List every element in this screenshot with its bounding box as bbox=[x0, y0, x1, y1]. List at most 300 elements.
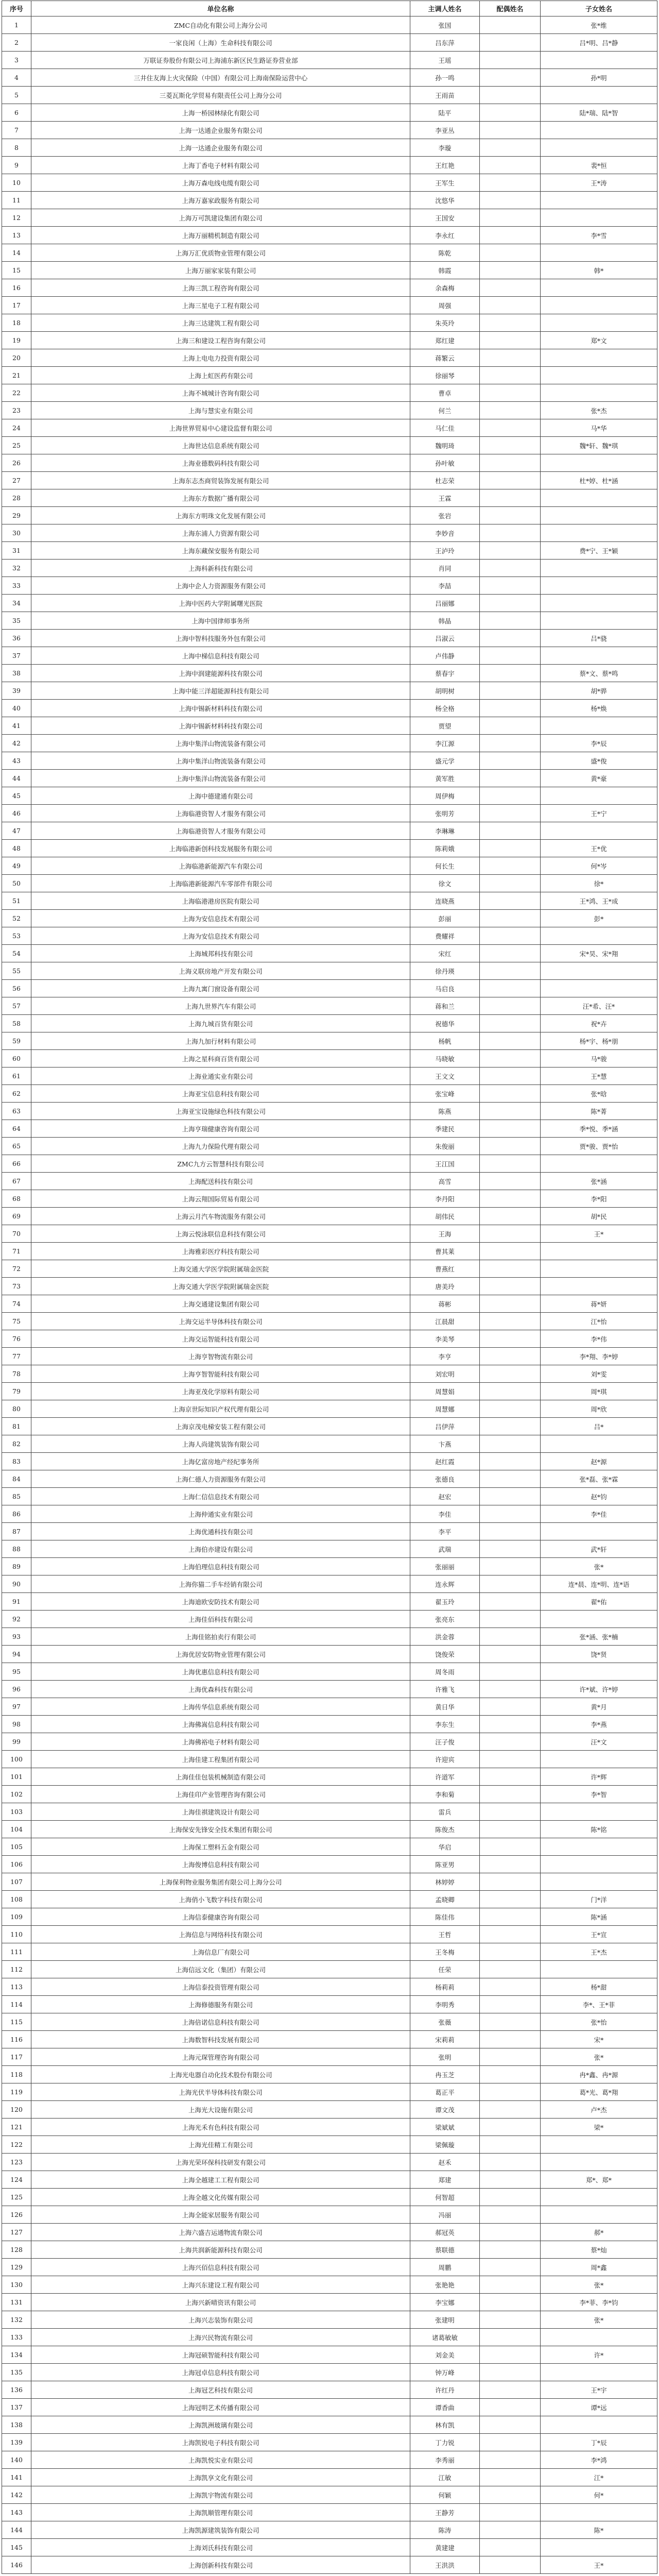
cell-spouse bbox=[480, 2416, 541, 2434]
cell-kids: 饶*贤 bbox=[541, 1646, 657, 1663]
table-row bbox=[2, 805, 657, 822]
table-row bbox=[2, 2311, 657, 2329]
cell-kids: 丁*辰 bbox=[541, 2434, 657, 2451]
cell-kids: 江* bbox=[541, 2469, 657, 2486]
cell-unit: 上海义联房地产开发有限公司 bbox=[31, 962, 410, 980]
cell-resp: 张薇 bbox=[410, 2013, 480, 2031]
cell-spouse bbox=[480, 454, 541, 472]
cell-spouse bbox=[480, 279, 541, 297]
cell-resp: 张宝峰 bbox=[410, 1085, 480, 1103]
cell-resp: 陆平 bbox=[410, 104, 480, 122]
cell-kids: 韩* bbox=[541, 262, 657, 279]
cell-no: 123 bbox=[2, 2154, 31, 2171]
cell-no: 49 bbox=[2, 857, 31, 875]
cell-kids: 郝* bbox=[541, 2224, 657, 2241]
table-row bbox=[2, 1821, 657, 1838]
cell-resp: 蔡联德 bbox=[410, 2241, 480, 2259]
table-row bbox=[2, 560, 657, 577]
cell-unit: 上海凯宇物流有限公司 bbox=[31, 2486, 410, 2504]
table-row bbox=[2, 489, 657, 507]
cell-no: 29 bbox=[2, 507, 31, 524]
cell-unit: 上海丁香电子材料有限公司 bbox=[31, 157, 410, 174]
cell-resp: 李妙音 bbox=[410, 524, 480, 542]
table-row bbox=[2, 1330, 657, 1348]
cell-kids bbox=[541, 2416, 657, 2434]
cell-resp: 陈佳伟 bbox=[410, 1908, 480, 1926]
cell-kids: 谭*远 bbox=[541, 2399, 657, 2416]
cell-no: 125 bbox=[2, 2189, 31, 2206]
cell-no: 127 bbox=[2, 2224, 31, 2241]
cell-resp: 徐丽琴 bbox=[410, 367, 480, 384]
cell-kids bbox=[541, 2206, 657, 2224]
cell-resp: 冯丽 bbox=[410, 2206, 480, 2224]
table-row bbox=[2, 2048, 657, 2066]
table-row bbox=[2, 1558, 657, 1575]
cell-spouse bbox=[480, 1838, 541, 1856]
cell-spouse bbox=[480, 2521, 541, 2539]
cell-kids bbox=[541, 647, 657, 665]
table-row bbox=[2, 1365, 657, 1383]
cell-resp: 王雨苗 bbox=[410, 87, 480, 104]
cell-resp: 胡明树 bbox=[410, 682, 480, 700]
cell-spouse bbox=[480, 1173, 541, 1190]
cell-resp: 李明秀 bbox=[410, 1996, 480, 2013]
table-row bbox=[2, 1278, 657, 1295]
cell-no: 107 bbox=[2, 1873, 31, 1891]
cell-unit: 上海城邦科技有限公司 bbox=[31, 945, 410, 962]
cell-kids bbox=[541, 2504, 657, 2521]
cell-kids: 张*维 bbox=[541, 16, 657, 34]
cell-unit: 上海中医药大学附属曙光医院 bbox=[31, 595, 410, 612]
cell-spouse bbox=[480, 1470, 541, 1488]
cell-spouse bbox=[480, 1943, 541, 1961]
cell-no: 93 bbox=[2, 1628, 31, 1646]
cell-resp: 郝冠英 bbox=[410, 2224, 480, 2241]
cell-kids bbox=[541, 595, 657, 612]
cell-no: 62 bbox=[2, 1085, 31, 1103]
cell-no: 74 bbox=[2, 1295, 31, 1313]
table-row bbox=[2, 927, 657, 945]
cell-unit: 上海凯顺管理有限公司 bbox=[31, 2504, 410, 2521]
cell-kids bbox=[541, 1873, 657, 1891]
cell-spouse bbox=[480, 927, 541, 945]
cell-spouse bbox=[480, 402, 541, 419]
cell-kids bbox=[541, 524, 657, 542]
cell-no: 111 bbox=[2, 1943, 31, 1961]
cell-unit: 上海中集洋山物流装备有限公司 bbox=[31, 735, 410, 752]
cell-spouse bbox=[480, 1786, 541, 1803]
cell-no: 145 bbox=[2, 2539, 31, 2556]
cell-kids bbox=[541, 1961, 657, 1978]
cell-spouse bbox=[480, 1593, 541, 1611]
cell-resp: 李平 bbox=[410, 1523, 480, 1540]
cell-kids: 王* bbox=[541, 2556, 657, 2574]
cell-no: 104 bbox=[2, 1821, 31, 1838]
cell-resp: 杨莉莉 bbox=[410, 1978, 480, 1996]
cell-spouse bbox=[480, 962, 541, 980]
table-row bbox=[2, 279, 657, 297]
cell-kids: 张*涵、张*楠 bbox=[541, 1628, 657, 1646]
cell-resp: 张明芳 bbox=[410, 805, 480, 822]
cell-kids: 杨*焕 bbox=[541, 700, 657, 717]
cell-spouse bbox=[480, 1103, 541, 1120]
cell-unit: 上海兴新晴资讯有限公司 bbox=[31, 2294, 410, 2311]
cell-unit: 上海上电电力投资有限公司 bbox=[31, 349, 410, 367]
cell-no: 132 bbox=[2, 2311, 31, 2329]
cell-spouse bbox=[480, 2364, 541, 2381]
table-row bbox=[2, 1173, 657, 1190]
cell-kids: 杨*甜 bbox=[541, 1978, 657, 1996]
cell-spouse bbox=[480, 87, 541, 104]
cell-no: 84 bbox=[2, 1470, 31, 1488]
cell-kids: 武*轩 bbox=[541, 1540, 657, 1558]
cell-no: 65 bbox=[2, 1138, 31, 1155]
cell-kids bbox=[541, 787, 657, 805]
cell-unit: 上海九世界汽车有限公司 bbox=[31, 997, 410, 1015]
cell-kids: 王*慧 bbox=[541, 1067, 657, 1085]
table-row bbox=[2, 770, 657, 787]
cell-spouse bbox=[480, 2276, 541, 2294]
cell-spouse bbox=[480, 1523, 541, 1540]
table-row bbox=[2, 1978, 657, 1996]
cell-unit: 上海你猫二手车经销有限公司 bbox=[31, 1575, 410, 1593]
cell-resp: 王军生 bbox=[410, 174, 480, 192]
cell-unit: 上海万嘉家政服务有限公司 bbox=[31, 192, 410, 209]
cell-kids bbox=[541, 454, 657, 472]
cell-spouse bbox=[480, 1435, 541, 1453]
cell-spouse bbox=[480, 507, 541, 524]
cell-spouse bbox=[480, 700, 541, 717]
table-row bbox=[2, 1295, 657, 1313]
cell-kids bbox=[541, 1751, 657, 1768]
table-row bbox=[2, 419, 657, 437]
cell-kids bbox=[541, 507, 657, 524]
cell-spouse bbox=[480, 665, 541, 682]
table-row bbox=[2, 367, 657, 384]
cell-unit: 上海凯洲玻璃有限公司 bbox=[31, 2416, 410, 2434]
cell-no: 106 bbox=[2, 1856, 31, 1873]
cell-kids bbox=[541, 244, 657, 262]
cell-no: 36 bbox=[2, 630, 31, 647]
cell-unit: 上海九寓门窗设备有限公司 bbox=[31, 980, 410, 997]
cell-kids: 马*华 bbox=[541, 419, 657, 437]
cell-spouse bbox=[480, 2083, 541, 2101]
cell-resp: 李秀丽 bbox=[410, 2451, 480, 2469]
cell-resp: 陈亚男 bbox=[410, 1856, 480, 1873]
cell-resp: 武瑞 bbox=[410, 1540, 480, 1558]
cell-kids: 徐* bbox=[541, 875, 657, 892]
cell-resp: 陈莉娥 bbox=[410, 840, 480, 857]
table-row bbox=[2, 1453, 657, 1470]
cell-resp: 黄军胜 bbox=[410, 770, 480, 787]
cell-resp: 王海 bbox=[410, 1225, 480, 1243]
cell-unit: 上海光电器自动化技术股份有限公司 bbox=[31, 2066, 410, 2083]
cell-no: 56 bbox=[2, 980, 31, 997]
cell-spouse bbox=[480, 1348, 541, 1365]
cell-unit: 上海中能三洋超能源科技有限公司 bbox=[31, 682, 410, 700]
cell-no: 7 bbox=[2, 122, 31, 139]
cell-resp: 张亮东 bbox=[410, 1611, 480, 1628]
cell-unit: 上海一桥园林绿化有限公司 bbox=[31, 104, 410, 122]
cell-spouse bbox=[480, 489, 541, 507]
cell-no: 37 bbox=[2, 647, 31, 665]
table-body bbox=[2, 16, 657, 2574]
cell-resp: 洪金蓉 bbox=[410, 1628, 480, 1646]
cell-kids: 李*菲、李*钧 bbox=[541, 2294, 657, 2311]
cell-no: 118 bbox=[2, 2066, 31, 2083]
cell-unit: 上海修德服务有限公司 bbox=[31, 1996, 410, 2013]
cell-spouse bbox=[480, 1260, 541, 1278]
cell-resp: 马启良 bbox=[410, 980, 480, 997]
cell-spouse bbox=[480, 419, 541, 437]
table-row bbox=[2, 1873, 657, 1891]
cell-unit: 上海伯理信息科技有限公司 bbox=[31, 1558, 410, 1575]
table-row bbox=[2, 1032, 657, 1050]
cell-spouse bbox=[480, 1698, 541, 1716]
cell-resp: 曹其莱 bbox=[410, 1243, 480, 1260]
cell-spouse bbox=[480, 1050, 541, 1067]
table-row bbox=[2, 1120, 657, 1138]
cell-no: 128 bbox=[2, 2241, 31, 2259]
cell-spouse bbox=[480, 1681, 541, 1698]
cell-unit: 上海佳佳包装机械制造有限公司 bbox=[31, 1768, 410, 1786]
cell-unit: 上海九力保险代理有限公司 bbox=[31, 1138, 410, 1155]
cell-resp: 周鹏 bbox=[410, 2259, 480, 2276]
cell-spouse bbox=[480, 2399, 541, 2416]
cell-spouse bbox=[480, 1996, 541, 2013]
cell-unit: 上海佳铭拍卖行有限公司 bbox=[31, 1628, 410, 1646]
cell-unit: 上海为安信息技术有限公司 bbox=[31, 927, 410, 945]
table-row bbox=[2, 1348, 657, 1365]
cell-no: 135 bbox=[2, 2364, 31, 2381]
table-row bbox=[2, 735, 657, 752]
cell-no: 144 bbox=[2, 2521, 31, 2539]
table-row bbox=[2, 2206, 657, 2224]
cell-resp: 孙叶敏 bbox=[410, 454, 480, 472]
cell-unit: 上海世达信息系统有限公司 bbox=[31, 437, 410, 454]
cell-unit: 上海交通大学医学院附属瑞金医院 bbox=[31, 1260, 410, 1278]
cell-no: 51 bbox=[2, 892, 31, 910]
cell-kids: 张*杰 bbox=[541, 402, 657, 419]
table-row bbox=[2, 840, 657, 857]
cell-resp: 雷兵 bbox=[410, 1803, 480, 1821]
cell-no: 130 bbox=[2, 2276, 31, 2294]
cell-unit: 上海凯享文化有限公司 bbox=[31, 2469, 410, 2486]
table-row bbox=[2, 2259, 657, 2276]
cell-resp: 吕丽娜 bbox=[410, 595, 480, 612]
cell-kids: 黄*月 bbox=[541, 1698, 657, 1716]
cell-kids bbox=[541, 2364, 657, 2381]
cell-kids: 许*辉 bbox=[541, 1768, 657, 1786]
table-row bbox=[2, 1803, 657, 1821]
cell-resp: 李丹阳 bbox=[410, 1190, 480, 1208]
cell-kids bbox=[541, 2329, 657, 2346]
cell-kids: 季*悦、季*涵 bbox=[541, 1120, 657, 1138]
cell-no: 19 bbox=[2, 332, 31, 349]
cell-unit: 上海俊博信息科技有限公司 bbox=[31, 1856, 410, 1873]
cell-no: 58 bbox=[2, 1015, 31, 1032]
cell-resp: 郑建 bbox=[410, 2171, 480, 2189]
cell-unit: 上海配送科技有限公司 bbox=[31, 1173, 410, 1190]
cell-unit: 上海传华信息系统有限公司 bbox=[31, 1698, 410, 1716]
cell-no: 79 bbox=[2, 1383, 31, 1400]
table-row bbox=[2, 980, 657, 997]
cell-kids bbox=[541, 927, 657, 945]
cell-resp: 谭香曲 bbox=[410, 2399, 480, 2416]
cell-resp: 李美琴 bbox=[410, 1330, 480, 1348]
cell-unit: 上海人尚建筑装饰有限公司 bbox=[31, 1435, 410, 1453]
cell-no: 32 bbox=[2, 560, 31, 577]
cell-unit: 上海保安先锋安全技术集团有限公司 bbox=[31, 1821, 410, 1838]
cell-spouse bbox=[480, 2311, 541, 2329]
cell-resp: 江敏 bbox=[410, 2469, 480, 2486]
cell-no: 136 bbox=[2, 2381, 31, 2399]
table-row bbox=[2, 1523, 657, 1540]
cell-resp: 张岩 bbox=[410, 507, 480, 524]
table-row bbox=[2, 682, 657, 700]
cell-kids bbox=[541, 1435, 657, 1453]
cell-no: 2 bbox=[2, 34, 31, 52]
cell-kids: 王*涛 bbox=[541, 174, 657, 192]
cell-kids bbox=[541, 577, 657, 595]
cell-no: 121 bbox=[2, 2119, 31, 2136]
cell-resp: 连晓燕 bbox=[410, 892, 480, 910]
cell-no: 27 bbox=[2, 472, 31, 489]
cell-no: 1 bbox=[2, 16, 31, 34]
cell-kids: 王*宣 bbox=[541, 1926, 657, 1943]
cell-spouse bbox=[480, 717, 541, 735]
cell-spouse bbox=[480, 875, 541, 892]
cell-spouse bbox=[480, 1085, 541, 1103]
cell-no: 47 bbox=[2, 822, 31, 840]
cell-kids bbox=[541, 2136, 657, 2154]
cell-spouse bbox=[480, 1926, 541, 1943]
cell-kids: 杜*婷、杜*涵 bbox=[541, 472, 657, 489]
table-row bbox=[2, 822, 657, 840]
table-row bbox=[2, 630, 657, 647]
cell-spouse bbox=[480, 1733, 541, 1751]
cell-kids bbox=[541, 612, 657, 630]
cell-spouse bbox=[480, 1208, 541, 1225]
cell-no: 138 bbox=[2, 2416, 31, 2434]
cell-kids bbox=[541, 1243, 657, 1260]
cell-no: 46 bbox=[2, 805, 31, 822]
cell-unit: 上海信泰健康咨询有限公司 bbox=[31, 1908, 410, 1926]
cell-spouse bbox=[480, 840, 541, 857]
table-row bbox=[2, 1575, 657, 1593]
cell-resp: 周慧娟 bbox=[410, 1383, 480, 1400]
cell-resp: 李璇 bbox=[410, 139, 480, 157]
cell-no: 142 bbox=[2, 2486, 31, 2504]
cell-unit: 上海京世际知识产权代理有限公司 bbox=[31, 1400, 410, 1418]
table-row bbox=[2, 139, 657, 157]
cell-no: 90 bbox=[2, 1575, 31, 1593]
cell-kids: 周*琪 bbox=[541, 1383, 657, 1400]
cell-unit: 上海三凯工程咨询有限公司 bbox=[31, 279, 410, 297]
cell-unit: 上海临港资智人才服务有限公司 bbox=[31, 822, 410, 840]
cell-spouse bbox=[480, 770, 541, 787]
cell-spouse bbox=[480, 2451, 541, 2469]
cell-no: 72 bbox=[2, 1260, 31, 1278]
cell-no: 137 bbox=[2, 2399, 31, 2416]
cell-spouse bbox=[480, 1978, 541, 1996]
table-row bbox=[2, 524, 657, 542]
cell-kids bbox=[541, 139, 657, 157]
cell-resp: 盛元学 bbox=[410, 752, 480, 770]
cell-no: 38 bbox=[2, 665, 31, 682]
cell-no: 133 bbox=[2, 2329, 31, 2346]
table-row bbox=[2, 612, 657, 630]
cell-resp: 张德良 bbox=[410, 1470, 480, 1488]
cell-unit: 上海兴志装饰有限公司 bbox=[31, 2311, 410, 2329]
cell-no: 33 bbox=[2, 577, 31, 595]
cell-resp: 吕伊萍 bbox=[410, 1418, 480, 1435]
cell-kids: 李*、王*菲 bbox=[541, 1996, 657, 2013]
cell-resp: 张丽丽 bbox=[410, 1558, 480, 1575]
table-row bbox=[2, 1663, 657, 1681]
cell-unit: 上海京茂电梯安装工程有限公司 bbox=[31, 1418, 410, 1435]
table-row bbox=[2, 2276, 657, 2294]
cell-kids: 王*杰 bbox=[541, 1943, 657, 1961]
cell-resp: 李佳 bbox=[410, 1505, 480, 1523]
cell-resp: 宋红 bbox=[410, 945, 480, 962]
table-row bbox=[2, 2539, 657, 2556]
table-row bbox=[2, 1908, 657, 1926]
table-row bbox=[2, 2083, 657, 2101]
table-row bbox=[2, 1155, 657, 1173]
cell-kids: 周*鑫 bbox=[541, 2259, 657, 2276]
cell-kids: 李*智 bbox=[541, 1786, 657, 1803]
table-row bbox=[2, 665, 657, 682]
cell-kids: 刘*雯 bbox=[541, 1365, 657, 1383]
cell-kids bbox=[541, 2189, 657, 2206]
cell-resp: 谭文茂 bbox=[410, 2101, 480, 2119]
table-row bbox=[2, 2416, 657, 2434]
cell-kids: 葛*光、葛*翔 bbox=[541, 2083, 657, 2101]
cell-no: 102 bbox=[2, 1786, 31, 1803]
cell-spouse bbox=[480, 892, 541, 910]
cell-kids: 张* bbox=[541, 1558, 657, 1575]
cell-unit: 上海优惠信息科技有限公司 bbox=[31, 1663, 410, 1681]
cell-resp: 蒋彬 bbox=[410, 1295, 480, 1313]
cell-spouse bbox=[480, 1663, 541, 1681]
table-row bbox=[2, 2224, 657, 2241]
cell-kids: 张*涵 bbox=[541, 1173, 657, 1190]
cell-resp: 何颖 bbox=[410, 2486, 480, 2504]
cell-kids bbox=[541, 962, 657, 980]
cell-kids: 李*翔、李*婷 bbox=[541, 1348, 657, 1365]
cell-resp: 宋莉莉 bbox=[410, 2031, 480, 2048]
cell-kids: 魏*轩、魏*琪 bbox=[541, 437, 657, 454]
cell-spouse bbox=[480, 1383, 541, 1400]
header-unit: 单位名称 bbox=[31, 1, 410, 16]
cell-kids: 冉*鑫、冉*源 bbox=[541, 2066, 657, 2083]
cell-no: 88 bbox=[2, 1540, 31, 1558]
cell-spouse bbox=[480, 1365, 541, 1383]
cell-unit: 上海光大设施有限公司 bbox=[31, 2101, 410, 2119]
cell-unit: 上海中德建通有限公司 bbox=[31, 787, 410, 805]
cell-unit: 上海东方数据广播有限公司 bbox=[31, 489, 410, 507]
cell-spouse bbox=[480, 1873, 541, 1891]
cell-resp: 蒋繁云 bbox=[410, 349, 480, 367]
table-row bbox=[2, 1943, 657, 1961]
cell-kids bbox=[541, 1155, 657, 1173]
cell-spouse bbox=[480, 472, 541, 489]
cell-resp: 冉玉芝 bbox=[410, 2066, 480, 2083]
table-row bbox=[2, 2346, 657, 2364]
table-row bbox=[2, 507, 657, 524]
cell-resp: 孙一鸣 bbox=[410, 69, 480, 87]
